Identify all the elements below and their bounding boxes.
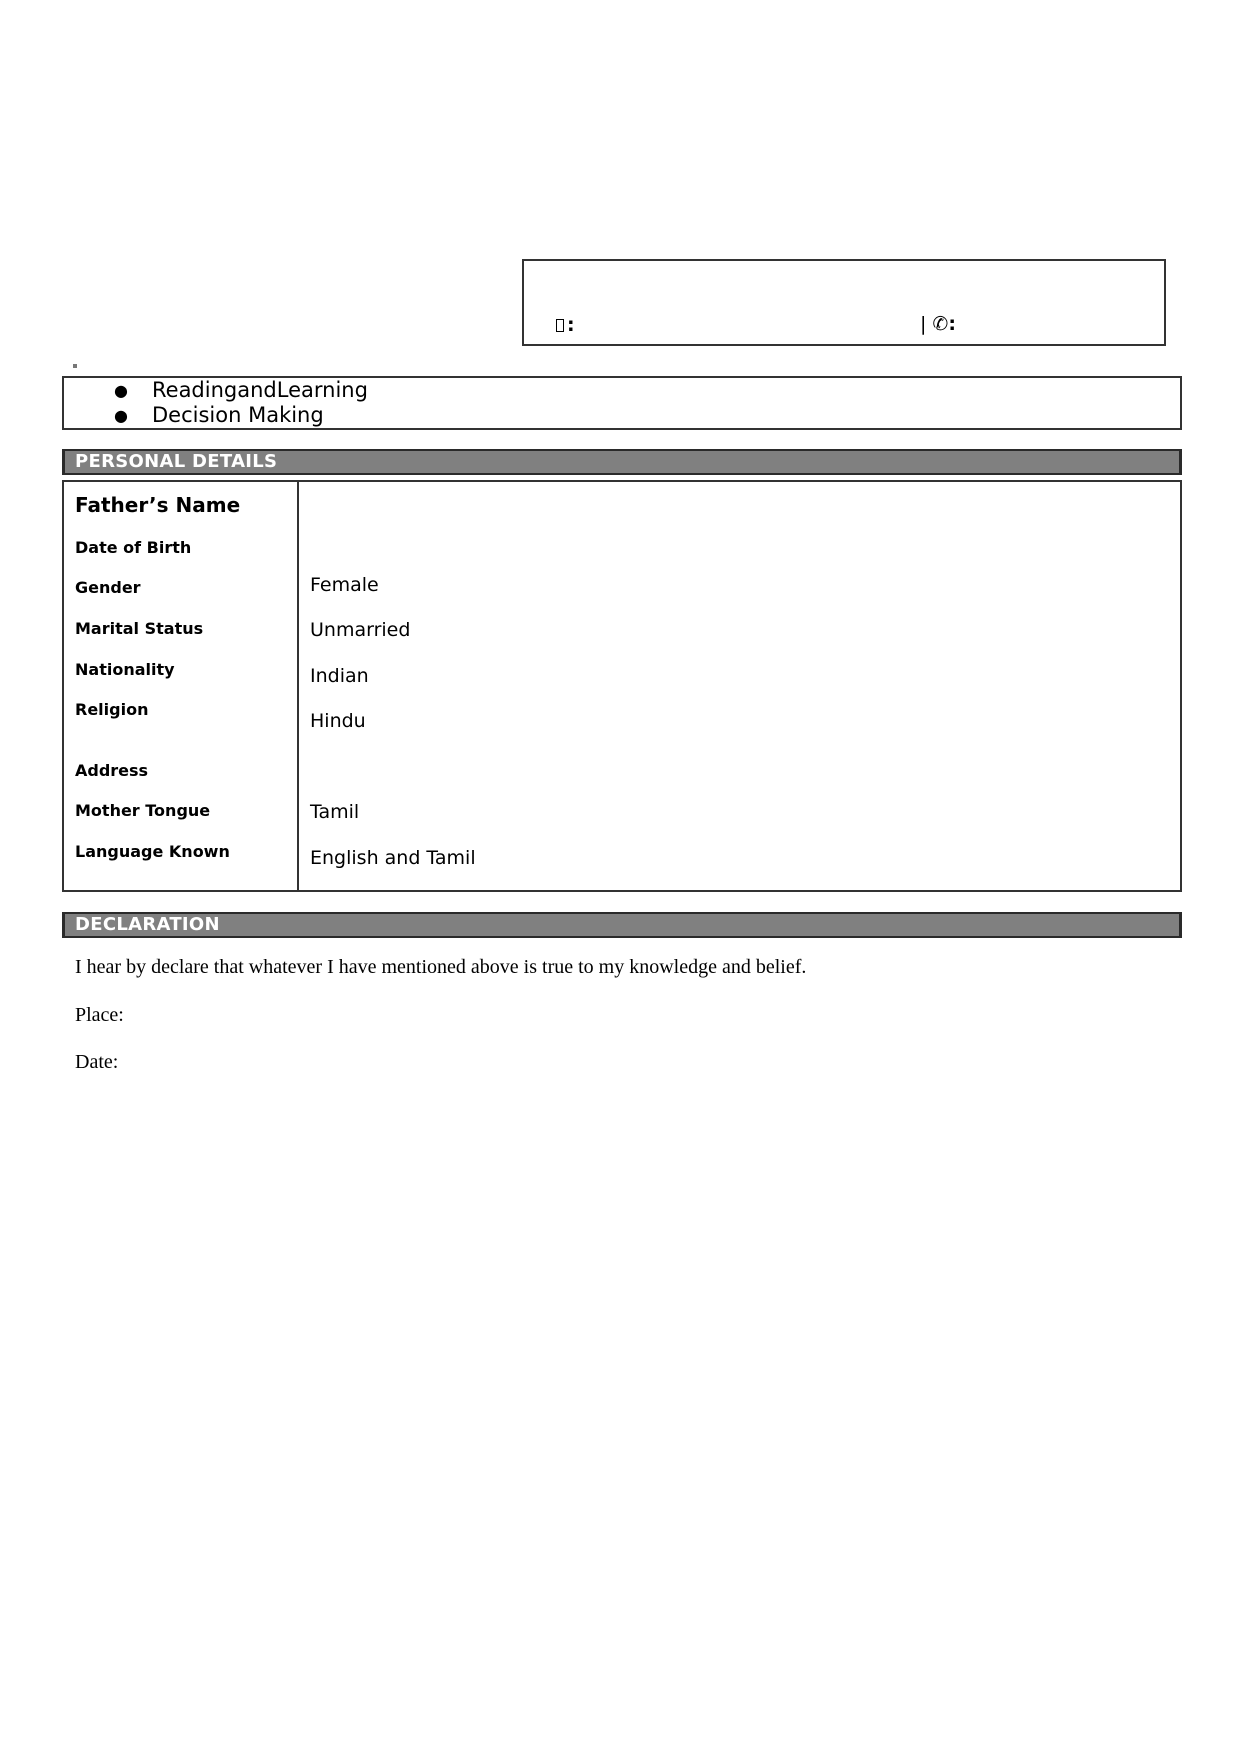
declaration-statement: I hear by declare that whatever I have mentioned above is true to my knowledge and belief. <box>75 956 807 978</box>
label-fathers-name: Father’s Name <box>75 493 241 517</box>
label-mother-tongue: Mother Tongue <box>75 801 211 820</box>
skills-list <box>64 378 1180 428</box>
contact-phone <box>920 313 956 335</box>
label-religion: Religion <box>75 700 149 719</box>
personal-details-table <box>62 480 1182 892</box>
contact-separator: | <box>920 313 927 335</box>
value-gender: Female <box>310 574 379 596</box>
value-marital-status: Unmarried <box>310 619 411 641</box>
skills-box <box>62 376 1182 430</box>
value-nationality: Indian <box>310 665 369 687</box>
value-mother-tongue: Tamil <box>310 801 360 823</box>
label-date-of-birth: Date of Birth <box>75 538 192 557</box>
contact-box <box>522 259 1166 346</box>
date-label: Date: <box>75 1051 119 1073</box>
envelope-icon <box>556 319 564 332</box>
phone-icon: ✆ <box>932 313 949 335</box>
contact-email <box>556 314 575 336</box>
email-label: : <box>567 314 575 336</box>
declaration-heading: DECLARATION <box>62 912 1182 938</box>
table-divider <box>297 482 299 890</box>
label-language-known: Language Known <box>75 842 230 861</box>
phone-label: : <box>948 313 956 335</box>
place-label: Place: <box>75 1004 124 1026</box>
value-religion: Hindu <box>310 710 366 732</box>
skill-item <box>64 403 1180 428</box>
skill-item <box>64 378 1180 403</box>
decorative-dot <box>73 364 77 368</box>
bullet-icon: ● <box>114 406 128 425</box>
label-gender: Gender <box>75 578 141 597</box>
skill-label: Decision Making <box>152 403 324 427</box>
value-language-known: English and Tamil <box>310 847 476 869</box>
skill-label: ReadingandLearning <box>152 378 368 402</box>
label-nationality: Nationality <box>75 660 175 679</box>
personal-details-heading: PERSONAL DETAILS <box>62 449 1182 475</box>
label-marital-status: Marital Status <box>75 619 204 638</box>
bullet-icon: ● <box>114 381 128 400</box>
label-address: Address <box>75 761 149 780</box>
